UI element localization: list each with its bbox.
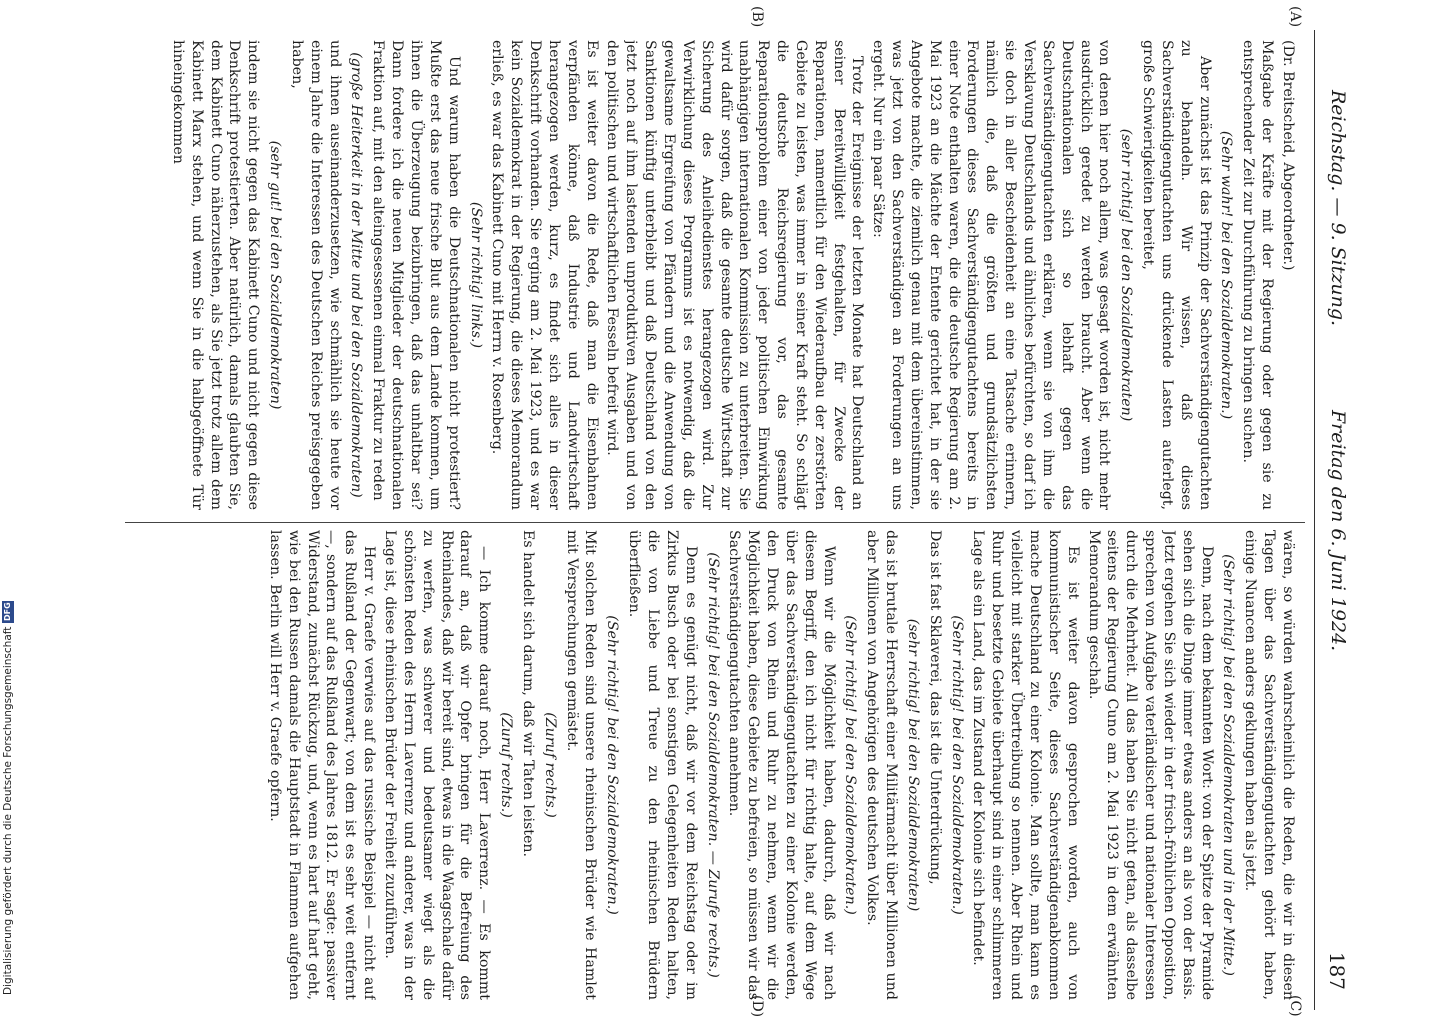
paragraph: wären, so würden wahrscheinlich die Reden, die wir in diesen Tagen über das Sachverständigengutachten gehört haben, einige Nuancen anders geklungen haben als jetzt.: [1242, 530, 1296, 1000]
interjection: (Sehr richtig! bei den Sozialdemokraten.): [842, 615, 859, 915]
paragraph: Mit solchen Reden sind unsere rheinischen Brüder wie Hamlet mit Versprechungen gemästet.: [563, 530, 599, 1000]
header-left: Reichstag. — 9. Sitzung.: [1327, 90, 1349, 327]
paragraph: Es handelt sich darum, daß wir Taten leisten.: [519, 530, 536, 858]
quote-paragraph: Trotz der Ereignisse der letzten Monate hat Deutschland an seiner Bereitwilligkeit festgehalten, für Zwecke der Reparationen, namentlich für den Wiederaufbau der zerstörten Gebiete zu leisten, was immer in seiner Kraft steht. So schlägt die deutsche Reichsregierung vor, das gesamte Reparationsproblem einer von jeder politischen Einwirkung unabhängigen internationalen Kommission zu unterbreiten. Sie wird dafür sorgen, daß die gesamte deutsche Wirtschaft zur Sicherung des Anleihedienstes herangezogen wird. Zur Verwirklichung dieses Programms ist es notwendig, daß die gewaltsame Ergreifung von Pfändern und die Anwendung von Sanktionen künftig unterbleibt und daß Deutschland von den jetzt noch auf ihm lastenden unproduktiven Ausgaben und von den politischen und wirtschaftlichen Fesseln befreit wird.: [604, 40, 866, 510]
paragraph: das ist brutale Herrschaft einer Militärmacht über Millionen und aber Millionen von Angehörigen des deutschen Volkes.: [864, 530, 900, 1000]
left-column: [97, 40, 1297, 510]
paragraph: Wenn wir die Möglichkeit haben, dadurch, daß wir nach diesem Begriff, den ich nicht für richtig halte, auf dem Wege über das Sachverständigengutachten zu einer Kolonie werden, den Druck von Rhein und Ruhr zu nehmen, wenn wir die Möglichkeit haben, diese Gebiete zu befreien, so müssen wir das Sachverständigengutachten annehmen.: [726, 530, 837, 1000]
interjection: (Sehr richtig! bei den Sozialdemokraten.): [948, 615, 965, 915]
speaker-line: (Dr. Breitscheid, Abgeordneter.): [1280, 40, 1296, 271]
paragraph: Maßgabe der Kräfte mit der Regierung oder gegen sie zu entsprechender Zeit zur Durchführung zu bringen suchen.: [1240, 40, 1276, 510]
interjection: (Sehr richtig! links.): [467, 201, 484, 349]
interjection: (Sehr richtig! bei den Sozialdemokraten und in der Mitte.): [1220, 554, 1237, 976]
paragraph: Denn es genügt nicht, daß wir vor dem Reichstag oder im Zirkus Busch oder bei sonstigen Gelegenheiten Reden halten, die von Liebe und Treue zu den rheinischen Brüdern überfließen.: [626, 530, 699, 1000]
paragraph: Und warum haben die Deutschnationalen nicht protestiert? Mußte erst das neue frische Blut aus dem Lande kommen, um ihnen die Überzeugung beizubringen, daß das unhaltbar sei? Dann fordere ich die neuen Mitglieder der deutschnationalen Fraktion auf, mit den alteingesessenen einmal Fraktur zu reden: [370, 40, 462, 510]
paragraph: Es ist weiter davon gesprochen worden, auch von kommunistischer Seite, dieses Sachverständigenabkommen mache Deutschland zu einer Kolonie. Man sollte, man kann es vielleicht mit starker Übertreibung so nennen. Aber Rhein und Ruhr und besetzte Gebiete überhaupt sind in einer schlimmeren Lage als ein Land, das im Zustand der Kolonie sich befindet.: [970, 530, 1081, 1000]
header-date: Freitag den 6. Juni 1924.: [1327, 410, 1349, 652]
margin-letter-c: (C): [1287, 995, 1303, 1017]
paragraph: — Ich komme darauf noch, Herr Laverrenz. — Es kommt darauf an, daß wir Opfer bringen für die Befreiung des Rheinlandes, daß wir bereit sind, etwas in die Waagschale dafür zu werfen, was schwerer und bedeutsamer wiegt als die schönsten Reden des Herrn Laverrenz und anderer, was in der Lage ist, diese rheinischen Brüder der Freiheit zuzuführen.: [382, 530, 493, 1000]
interjection: (Sehr richtig! bei den Sozialdemokraten.): [604, 615, 621, 915]
paragraph: von denen hier noch allem, was gesagt worden ist, nicht mehr ausdrücklich geredet zu werden braucht. Aber wenn die Deutschnationalen sich so lebhaft gegen das Sachverständigengutachten erklären, wenn sie von ihm die Versklavung Deutschlands und ähnliches befürchten, so darf ich sie doch in aller Bescheidenheit an eine Tatsache erinnern, nämlich die, daß die größten und grundsätzlichsten Forderungen dieses Sachverständigengutachtens bereits in einer Note enthalten waren, die die deutsche Regierung am 2. Mai 1923 an die Mächte der Entente gerichtet hat, in der sie Angebote machte, die ziemlich genau mit dem übereinstimmen, was jetzt von den Sachverständigen an Forderungen an uns ergeht. Nur ein paar Sätze:: [870, 40, 1113, 510]
paragraph: Herr v. Graefe verwies auf das russische Beispiel — nicht auf das Rußland der Gegenwart; von dem ist es sehr weit entfernt —, sondern auf das Rußland des Jahres 1812. Er sagte: passiver Widerstand, zunächst Rückzug, und, wenn es hart auf hart geht, wie bei den Russen damals die Hauptstadt in Flammen aufgehen lassen. Berlin will Herr v. Graefe opfern.: [266, 530, 378, 1000]
interjection: (sehr richtig! bei den Sozialdemokraten): [904, 618, 921, 912]
column-divider: [125, 522, 1305, 523]
interjection: (Zuruf rechts.): [541, 712, 558, 818]
rotated-document-page: [75, 6, 1355, 1017]
paragraph: und ihnen auseinanderzusetzen, wie schmählich sie heute vor einem Jahre die Interessen des Deutschen Reiches preisgegeben haben,: [288, 40, 343, 510]
digitization-credit: [2, 601, 14, 995]
dfg-logo-icon: DFG: [3, 602, 12, 621]
paragraph: indem sie nicht gegen das Kabinett Cuno und nicht gegen diese Denkschrift protestierten. Aber natürlich, damals glaubten Sie, dem Kabinett Cuno näherzustehen, als Sie jetzt trotz allem dem Kabinett Marx stehen, und wenn Sie in die halbgeöffnete Tür hineingekommen: [169, 40, 262, 510]
margin-letter-a: (A): [1287, 6, 1303, 28]
credit-text: Digitalisierung gefördert durch die Deutsche Forschungsgemeinschaft: [2, 626, 14, 995]
margin-letter-b: (B): [749, 6, 765, 28]
interjection: (sehr gut! bei den Sozialdemokraten): [267, 140, 284, 410]
right-column: [97, 530, 1297, 1000]
interjection: (Zuruf rechts.): [498, 712, 515, 818]
page-number: 187: [1325, 951, 1349, 990]
paragraph: Es ist weiter davon die Rede, daß man die Eisenbahnen verpfänden könne, daß Industrie und Landwirtschaft herangezogen werden, kurz, es findet sich alles in dieser Denkschrift vorhanden. Sie erging am 2. Mai 1923, und es war kein Sozialdemokrat in der Regierung, die dieses Memorandum erließ, es war das Kabinett Cuno mit Herrn v. Rosenberg.: [489, 40, 600, 510]
margin-letter-d: (D): [749, 995, 765, 1017]
paragraph: Aber zunächst ist das Prinzip der Sachverständigengutachten zu behandeln. Wir wissen, daß dieses Sachverständigengutachten uns drückende Lasten auferlegt, große Schwierigkeiten bereitet,: [1140, 40, 1213, 510]
interjection: (Sehr richtig! bei den Sozialdemokraten. — Zurufe rechts.): [704, 552, 721, 978]
interjection: (große Heiterkeit in der Mitte und bei den Sozialdemokraten): [348, 52, 365, 498]
paragraph: Denn, nach dem bekannten Wort: von der Spitze der Pyramide sehen sich die Dinge immer etwas anders an als von der Basis. Jetzt ergehen Sie sich wieder in der frisch-fröhlichen Opposition, sprechen von Aufgabe vaterländischer und nationaler Interessen durch die Mehrheit. All das haben Sie nicht getan, als dasselbe seitens der Regierung Cuno am 2. Mai 1923 in dem erwähnten Memorandum geschah.: [1085, 530, 1215, 1000]
interjection: (Sehr wahr! bei den Sozialdemokraten.): [1218, 130, 1235, 420]
interjection: (sehr richtig! bei den Sozialdemokraten): [1118, 128, 1135, 422]
paragraph: Das ist fast Sklaverei, das ist die Unterdrückung,: [926, 530, 943, 885]
page-header: [1314, 30, 1355, 1010]
